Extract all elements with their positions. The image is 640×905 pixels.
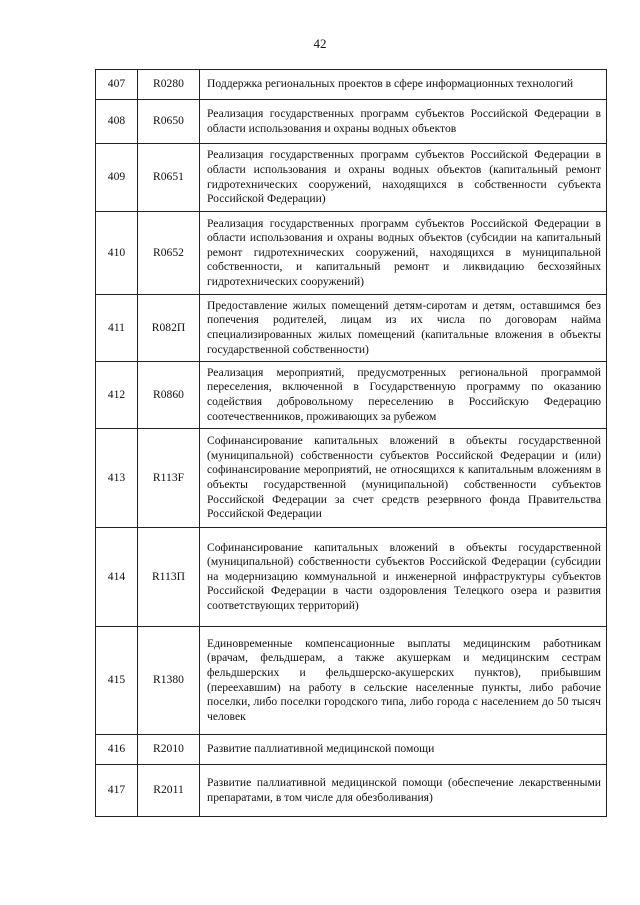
budget-code: R113П [138, 528, 200, 627]
budget-code: R2010 [138, 735, 200, 765]
budget-code: R082П [138, 295, 200, 362]
budget-code: R0860 [138, 362, 200, 429]
page-number: 42 [313, 36, 327, 51]
row-number: 412 [96, 362, 138, 429]
table-row [96, 144, 607, 212]
row-description: Развитие паллиативной медицинской помощи (обеспечение лекарственными препаратами, в том числе для обезболивания) [200, 765, 607, 817]
row-description: Предоставление жилых помещений детям-сиротам и детям, оставшимся без попечения родителей, лицам из их числа по договорам найма специализированных жилых помещений (капитальные вложения в объекты государственной собственности) [200, 295, 607, 362]
table-row [96, 735, 607, 765]
budget-code: R0280 [138, 70, 200, 100]
row-number: 417 [96, 765, 138, 817]
table-row [96, 100, 607, 144]
table-row [96, 627, 607, 735]
row-description: Софинансирование капитальных вложений в объекты государственной (муниципальной) собственности субъектов Российской Федерации и (или) софинансирование мероприятий, не относящихся к капитальным вложениям в объекты государственной (муниципальной) собственности субъектов Российской Федерации за счет средств резервного фонда Правительства Российской Федерации [200, 429, 607, 528]
row-description: Реализация мероприятий, предусмотренных региональной программой переселения, включенной в Государственную программу по оказанию содействия добровольному переселению в Российскую Федерацию соотечественников, проживающих за рубежом [200, 362, 607, 429]
table-row [96, 70, 607, 100]
table-row [96, 429, 607, 528]
table-row [96, 295, 607, 362]
table-row [96, 212, 607, 295]
row-description: Реализация государственных программ субъектов Российской Федерации в области использования и охраны водных объектов (субсидии на капитальный ремонт гидротехнических сооружений, находящихся в муниципальной собственности, и капитальный ремонт и ликвидацию бесхозяйных гидротехнических сооружений) [200, 212, 607, 295]
budget-codes-table [95, 69, 607, 817]
budget-code: R113F [138, 429, 200, 528]
row-description: Единовременные компенсационные выплаты медицинским работникам (врачам, фельдшерам, а также акушеркам и медицинским сестрам фельдшерских и фельдшерско-акушерских пунктов), прибывшим (переехавшим) на работу в сельские населенные пункты, либо рабочие поселки, либо поселки городского типа, либо города с населением до 50 тысяч человек [200, 627, 607, 735]
row-number: 410 [96, 212, 138, 295]
row-number: 416 [96, 735, 138, 765]
table-row [96, 528, 607, 627]
budget-code: R1380 [138, 627, 200, 735]
row-number: 408 [96, 100, 138, 144]
row-description: Реализация государственных программ субъектов Российской Федерации в области использования и охраны водных объектов (капитальный ремонт гидротехнических сооружений, находящихся в собственности субъекта Российской Федерации) [200, 144, 607, 212]
row-description: Софинансирование капитальных вложений в объекты государственной (муниципальной) собственности субъектов Российской Федерации (субсидии на модернизацию коммунальной и инженерной инфраструктуры субъектов Российской Федерации в части оздоровления Телецкого озера и развития соответствующих территорий) [200, 528, 607, 627]
row-number: 413 [96, 429, 138, 528]
row-description: Реализация государственных программ субъектов Российской Федерации в области использования и охраны водных объектов [200, 100, 607, 144]
row-number: 414 [96, 528, 138, 627]
budget-code: R0652 [138, 212, 200, 295]
budget-code: R2011 [138, 765, 200, 817]
row-number: 409 [96, 144, 138, 212]
row-description: Развитие паллиативной медицинской помощи [200, 735, 607, 765]
budget-code: R0651 [138, 144, 200, 212]
row-number: 411 [96, 295, 138, 362]
budget-code: R0650 [138, 100, 200, 144]
table-row [96, 765, 607, 817]
table-row [96, 362, 607, 429]
row-description: Поддержка региональных проектов в сфере информационных технологий [200, 70, 607, 100]
row-number: 415 [96, 627, 138, 735]
row-number: 407 [96, 70, 138, 100]
